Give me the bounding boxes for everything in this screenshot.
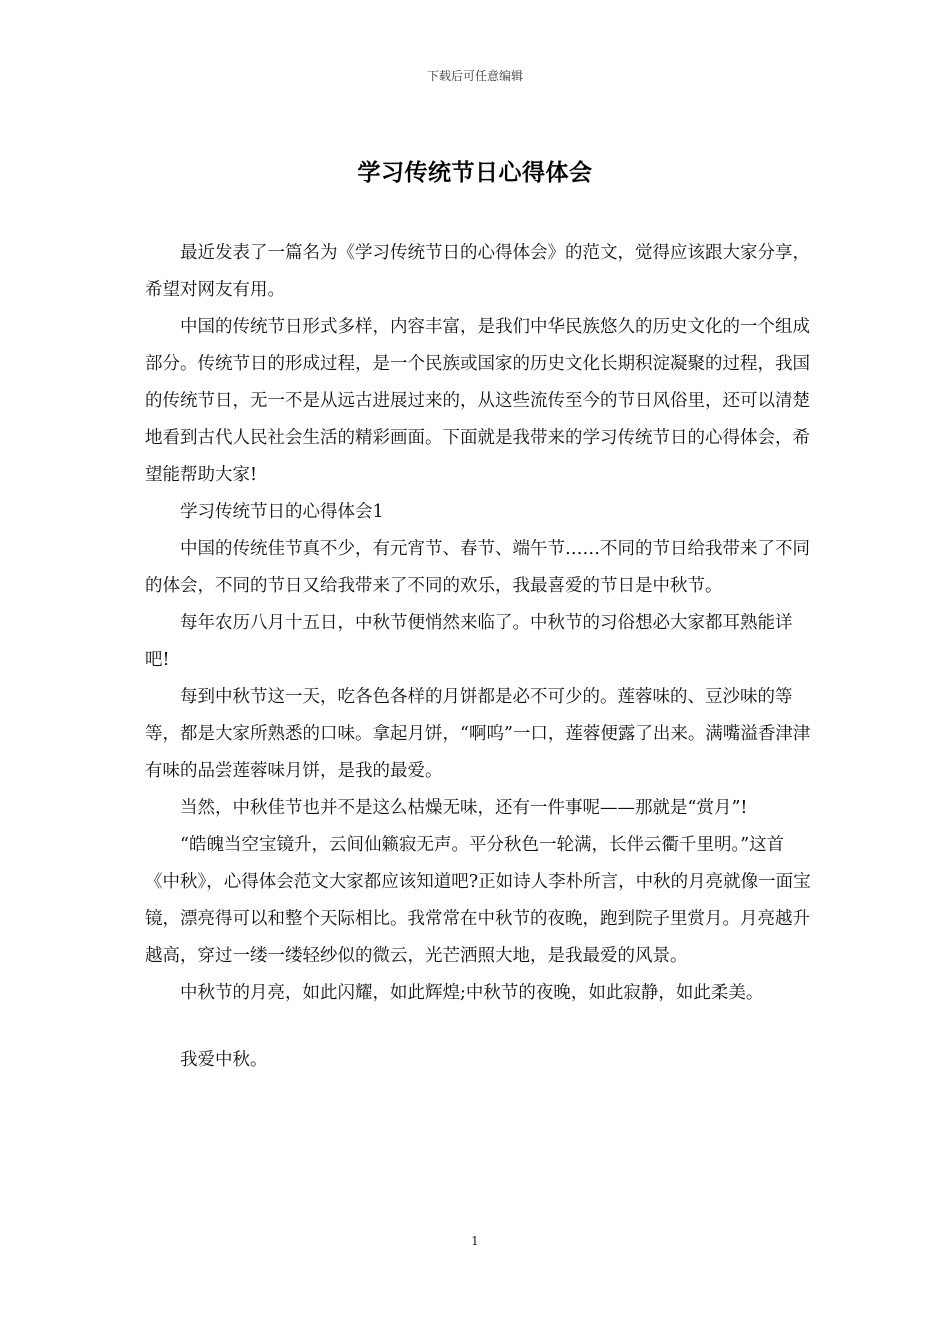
paragraph-mooncakes: 每到中秋节这一天，吃各色各样的月饼都是必不可少的。莲蓉味的、豆沙味的等等，都是大家所熟悉的口味。拿起月饼，“啊呜”一口，莲蓉便露了出来。满嘴溢香津津有味的品尝莲蓉味月饼，是我的最爱。 bbox=[145, 687, 811, 781]
document-body bbox=[145, 235, 815, 1079]
paragraph-overview: 中国的传统节日形式多样，内容丰富，是我们中华民族悠久的历史文化的一个组成部分。传统节日的形成过程，是一个民族或国家的历史文化长期积淀凝聚的过程，我国的传统节日，无一不是从远古进展过来的，从这些流传至今的节日风俗里，还可以清楚地看到古代人民社会生活的精彩画面。下面就是我带来的学习传统节日的心得体会，希望能帮助大家! bbox=[145, 317, 810, 485]
header-note: 下载后可任意编辑 bbox=[426, 69, 523, 83]
section-heading: 学习传统节日的心得体会1 bbox=[180, 502, 384, 522]
paragraph-intro: 最近发表了一篇名为《学习传统节日的心得体会》的范文，觉得应该跟大家分享，希望对网友有用。 bbox=[145, 243, 810, 300]
paragraph-mid-autumn: 每年农历八月十五日，中秋节便悄然来临了。中秋节的习俗想必大家都耳熟能详吧! bbox=[145, 613, 793, 670]
paragraph-closing: 我爱中秋。 bbox=[180, 1050, 268, 1070]
document-title: 学习传统节日心得体会 bbox=[357, 159, 593, 186]
paragraph-festivals: 中国的传统佳节真不少，有元宵节、春节、端午节……不同的节日给我带来了不同的体会，不同的节日又给我带来了不同的欢乐，我最喜爱的节日是中秋节。 bbox=[145, 539, 810, 596]
page-number: 1 bbox=[471, 1234, 479, 1248]
paragraph-moon-viewing: 当然，中秋佳节也并不是这么枯燥无味，还有一件事呢——那就是“赏月”! bbox=[180, 798, 748, 818]
paragraph-poem: “皓魄当空宝镜升，云间仙籁寂无声。平分秋色一轮满，长伴云衢千里明。”这首《中秋》，心得体会范文大家都应该知道吧?正如诗人李朴所言，中秋的月亮就像一面宝镜，漂亮得可以和整个天际相比。我常常在中秋节的夜晚，跑到院子里赏月。月亮越升越高，穿过一缕一缕轻纱似的微云，光芒洒照大地，是我最爱的风景。 bbox=[145, 835, 811, 966]
paragraph-moon-night: 中秋节的月亮，如此闪耀，如此辉煌;中秋节的夜晚，如此寂静，如此柔美。 bbox=[180, 983, 764, 1003]
